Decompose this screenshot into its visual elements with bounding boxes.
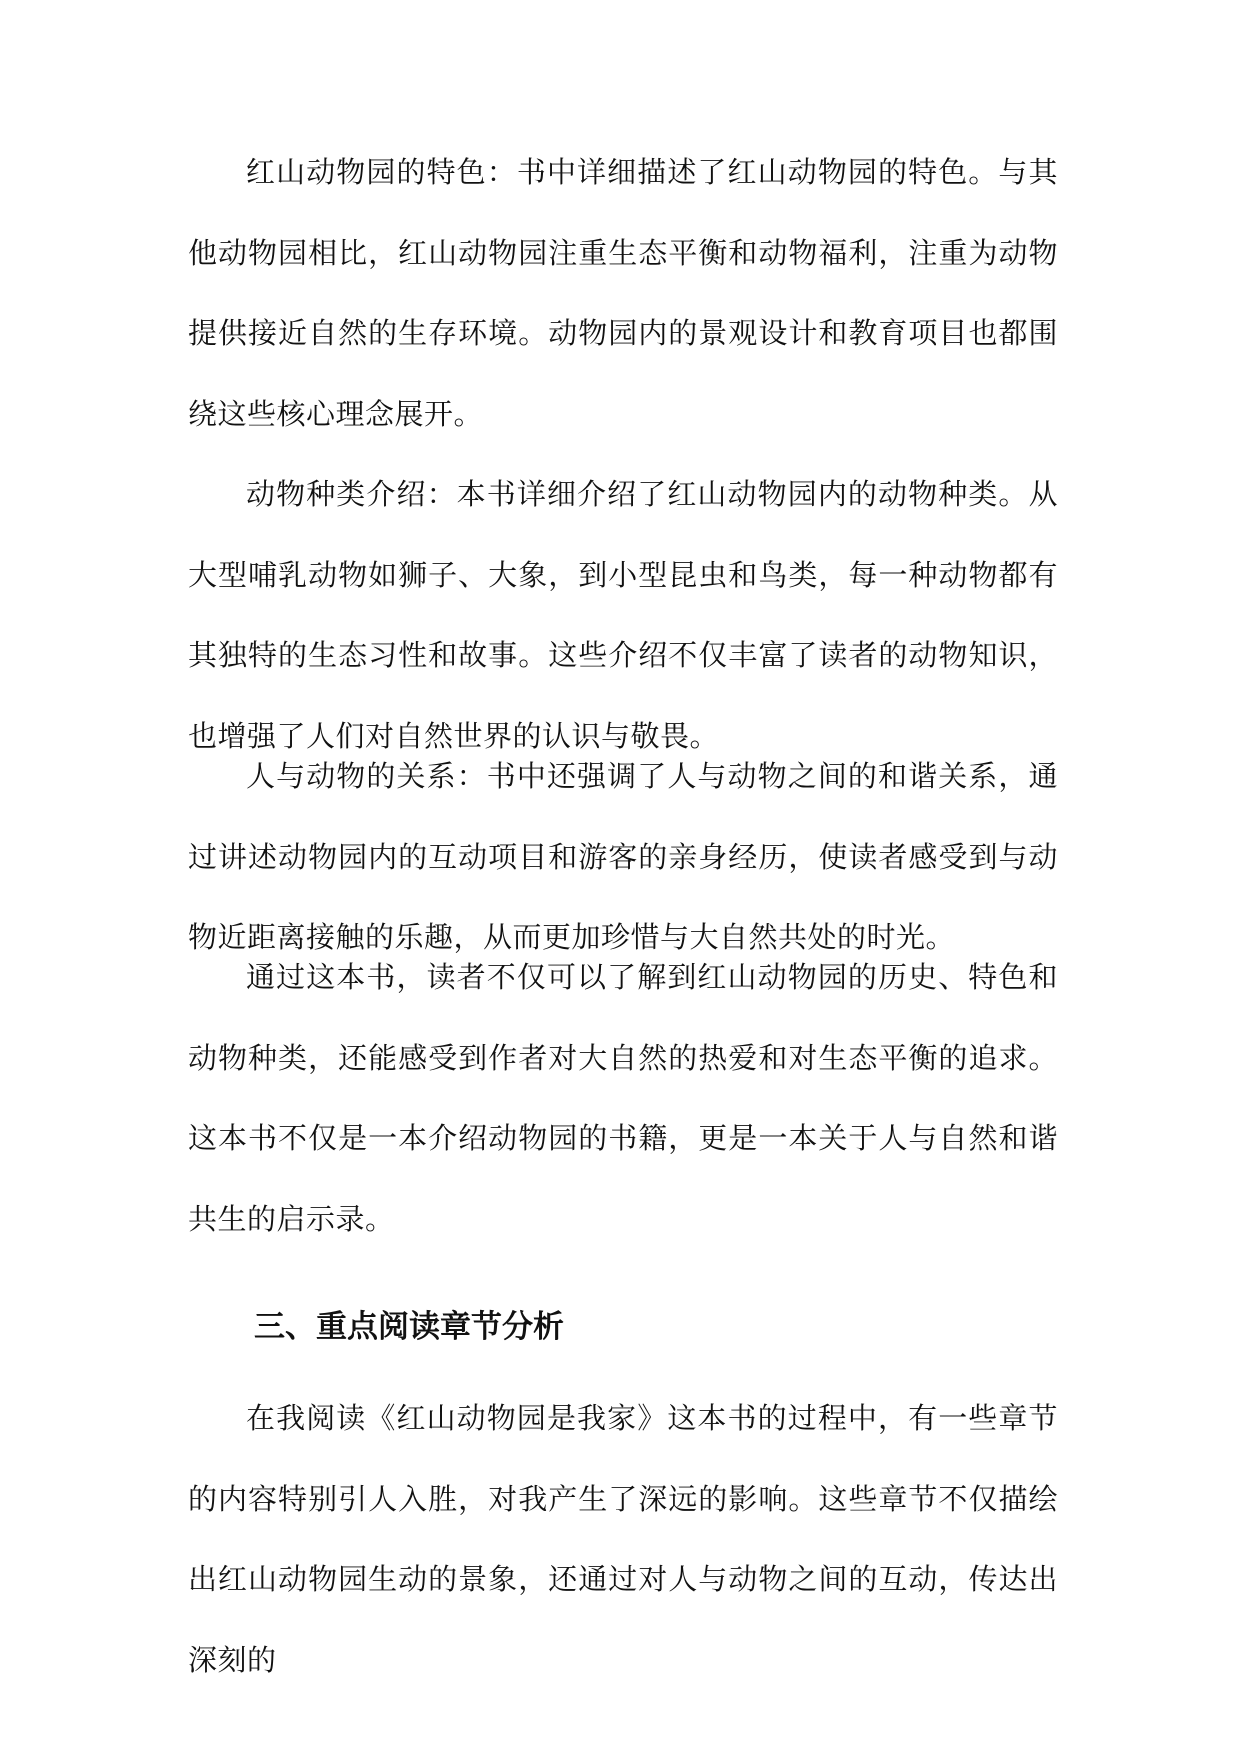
paragraph-book-summary: 通过这本书，读者不仅可以了解到红山动物园的历史、特色和动物种类，还能感受到作者对大自然的热爱和对生态平衡的追求。这本书不仅是一本介绍动物园的书籍，更是一本关于人与自然和谐共生的启示录。	[188, 960, 1058, 1236]
paragraph-zoo-features: 红山动物园的特色：书中详细描述了红山动物园的特色。与其他动物园相比，红山动物园注重生态平衡和动物福利，注重为动物提供接近自然的生存环境。动物园内的景观设计和教育项目也都围绕这些核心理念展开。	[188, 155, 1058, 431]
paragraph-key-chapters-intro: 在我阅读《红山动物园是我家》这本书的过程中，有一些章节的内容特别引人入胜，对我产生了深远的影响。这些章节不仅描绘出红山动物园生动的景象，还通过对人与动物之间的互动，传达出深刻的	[188, 1401, 1058, 1677]
paragraph-animal-species: 动物种类介绍：本书详细介绍了红山动物园内的动物种类。从大型哺乳动物如狮子、大象，到小型昆虫和鸟类，每一种动物都有其独特的生态习性和故事。这些介绍不仅丰富了读者的动物知识，也增强了人们对自然世界的认识与敬畏。	[188, 477, 1058, 753]
section-heading: 三、重点阅读章节分析	[254, 1309, 564, 1345]
paragraph-human-animal-relationship: 人与动物的关系：书中还强调了人与动物之间的和谐关系，通过讲述动物园内的互动项目和游客的亲身经历，使读者感受到与动物近距离接触的乐趣，从而更加珍惜与大自然共处的时光。	[188, 759, 1058, 954]
